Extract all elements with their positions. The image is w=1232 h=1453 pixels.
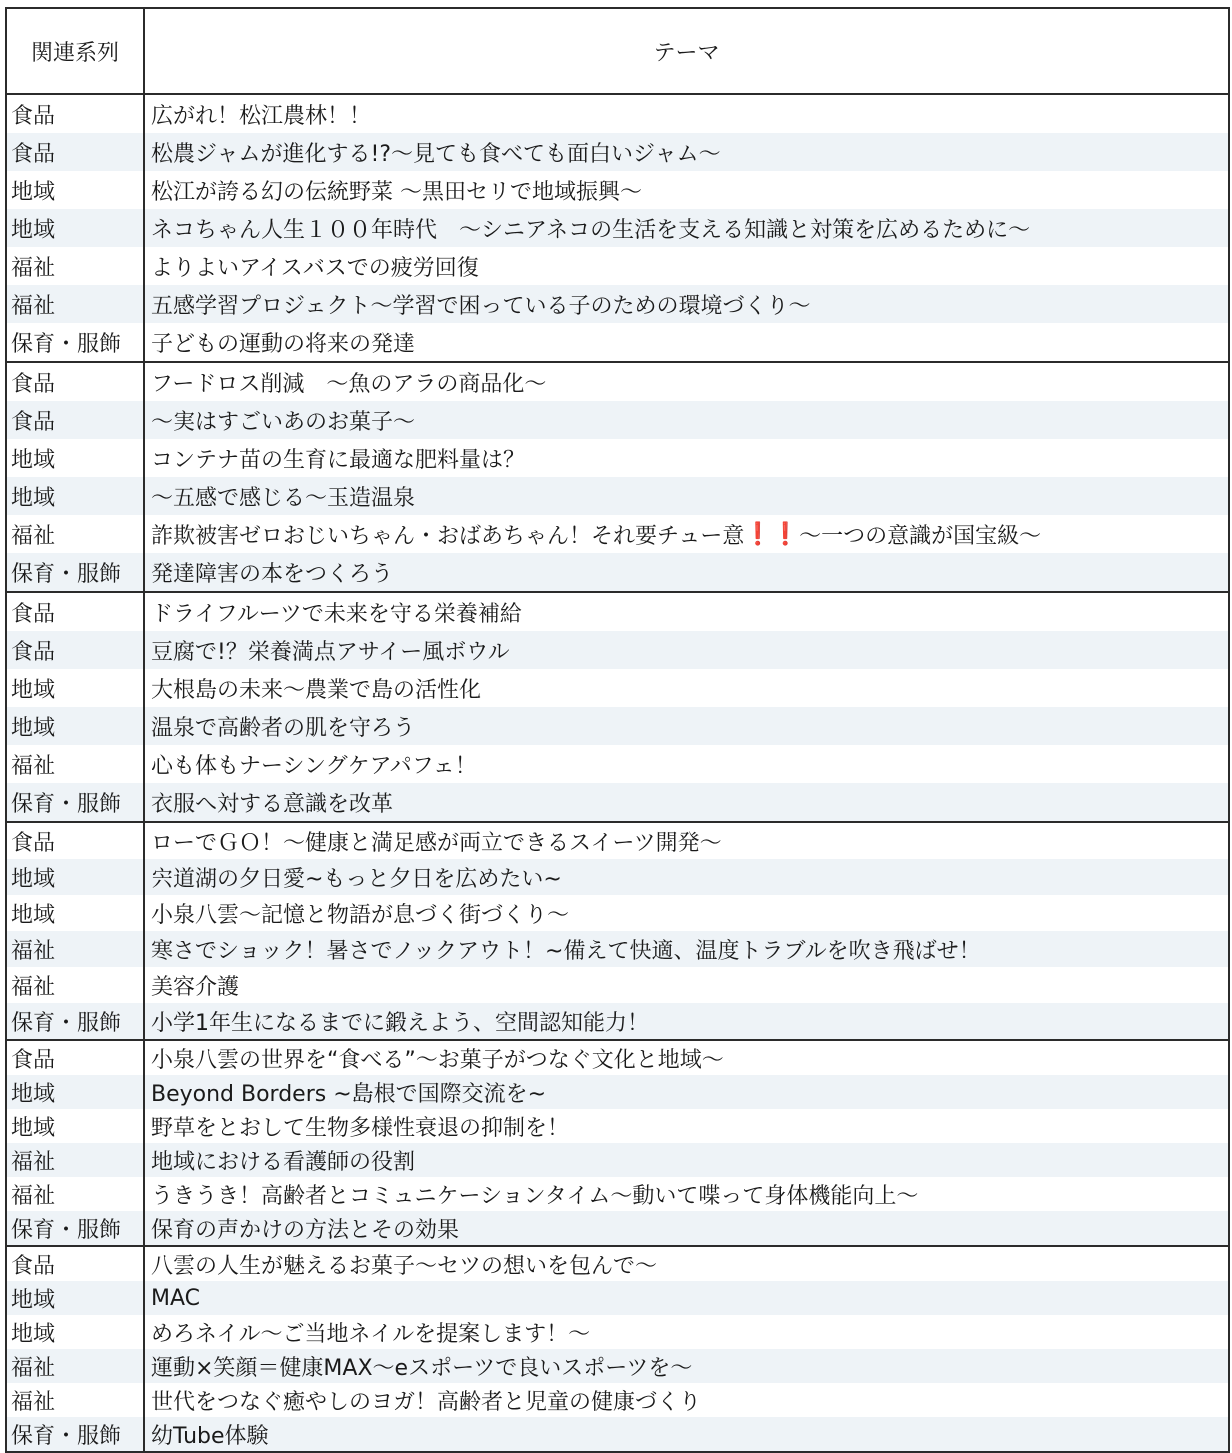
table-row	[7, 477, 1228, 515]
category-cell: 地域	[7, 707, 145, 745]
theme-text: 八雲の人生が魅えるお菓子〜セツの想いを包んで〜	[151, 1253, 658, 1279]
category-cell: 食品	[7, 133, 145, 171]
table-row	[7, 401, 1228, 439]
category-cell: 地域	[7, 1281, 145, 1315]
category-cell: 保育・服飾	[7, 1003, 145, 1039]
theme-text: 運動×笑顔＝健康MAX〜eスポーツで良いスポーツを〜	[151, 1355, 693, 1381]
theme-text: 豆腐で!？栄養満点アサイー風ボウル	[151, 639, 510, 665]
theme-cell	[145, 363, 1228, 401]
theme-cell	[145, 669, 1228, 707]
category-cell: 福祉	[7, 515, 145, 553]
theme-cell	[145, 439, 1228, 477]
theme-text: 野草をとおして生物多様性衰退の抑制を！	[151, 1115, 570, 1141]
table-row	[7, 209, 1228, 247]
category-cell: 地域	[7, 1075, 145, 1109]
table-row	[7, 967, 1228, 1003]
theme-cell	[145, 931, 1228, 967]
theme-cell	[145, 247, 1228, 285]
theme-text: 発達障害の本をつくろう	[151, 561, 394, 587]
table-row	[7, 171, 1228, 209]
table-row	[7, 363, 1228, 401]
table-row	[7, 707, 1228, 745]
table-row	[7, 1383, 1228, 1417]
category-cell: 食品	[7, 823, 145, 859]
table-row	[7, 1177, 1228, 1211]
theme-cell	[145, 783, 1228, 821]
table-row	[7, 931, 1228, 967]
table-group	[7, 1041, 1228, 1247]
table-row	[7, 1143, 1228, 1177]
table-row	[7, 783, 1228, 821]
table-row	[7, 1109, 1228, 1143]
table-row	[7, 247, 1228, 285]
theme-text: 五感学習プロジェクト〜学習で困っている子のための環境づくり〜	[151, 293, 811, 319]
table-row	[7, 95, 1228, 133]
table-row	[7, 823, 1228, 859]
category-cell: 福祉	[7, 1383, 145, 1417]
table-row	[7, 1315, 1228, 1349]
theme-cell	[145, 859, 1228, 895]
category-cell: 地域	[7, 171, 145, 209]
theme-text: 大根島の未来〜農業で島の活性化	[151, 677, 482, 703]
category-cell: 食品	[7, 401, 145, 439]
theme-text: 松農ジャムが進化する!?〜見ても食べても面白いジャム〜	[151, 141, 721, 167]
theme-cell	[145, 1075, 1228, 1109]
table-header-row	[7, 9, 1228, 95]
exclamation-emphasis: ❗❗	[744, 521, 800, 547]
theme-cell	[145, 553, 1228, 591]
table-row	[7, 1417, 1228, 1451]
category-cell: 福祉	[7, 1177, 145, 1211]
category-cell: 地域	[7, 439, 145, 477]
category-cell: 福祉	[7, 967, 145, 1003]
category-cell: 食品	[7, 593, 145, 631]
theme-cell	[145, 707, 1228, 745]
theme-cell	[145, 1109, 1228, 1143]
theme-cell	[145, 1349, 1228, 1383]
table-row	[7, 439, 1228, 477]
category-cell: 地域	[7, 209, 145, 247]
theme-text: 広がれ！松江農林！！	[151, 103, 372, 129]
theme-cell	[145, 1247, 1228, 1281]
theme-text: 美容介護	[151, 974, 240, 1000]
theme-text: よりよいアイスバスでの疲労回復	[151, 255, 479, 281]
category-cell: 地域	[7, 669, 145, 707]
category-cell: 地域	[7, 895, 145, 931]
theme-cell	[145, 631, 1228, 669]
theme-text: 小泉八雲〜記憶と物語が息づく街づくり〜	[151, 902, 570, 928]
theme-text: 宍道湖の夕日愛~もっと夕日を広めたい~	[151, 866, 562, 892]
theme-text: 子どもの運動の将来の発達	[151, 331, 416, 357]
category-cell: 保育・服飾	[7, 1211, 145, 1245]
table-row	[7, 1211, 1228, 1245]
theme-table	[5, 7, 1230, 1453]
category-cell: 保育・服飾	[7, 553, 145, 591]
table-row	[7, 1041, 1228, 1075]
category-cell: 福祉	[7, 1349, 145, 1383]
theme-text: 〜実はすごいあのお菓子〜	[151, 409, 416, 435]
theme-text: 心も体もナーシングケアパフェ！	[151, 753, 477, 779]
table-row	[7, 1003, 1228, 1039]
theme-text: 衣服へ対する意識を改革	[151, 791, 394, 817]
theme-text: 〜五感で感じる〜玉造温泉	[151, 485, 416, 511]
table-row	[7, 515, 1228, 553]
theme-text: ネコちゃん人生１００年時代 〜シニアネコの生活を支える知識と対策を広めるために〜	[151, 217, 1031, 243]
category-cell: 食品	[7, 95, 145, 133]
category-cell: 福祉	[7, 1143, 145, 1177]
theme-cell	[145, 593, 1228, 631]
theme-cell	[145, 1383, 1228, 1417]
theme-text: 寒さでショック！暑さでノックアウト！~備えて快適、温度トラブルを吹き飛ばせ！	[151, 938, 981, 964]
theme-cell	[145, 895, 1228, 931]
table-row	[7, 553, 1228, 591]
theme-text: 松江が誇る幻の伝統野菜 〜黒田セリで地域振興〜	[151, 179, 642, 205]
table-row	[7, 285, 1228, 323]
theme-cell	[145, 515, 1228, 553]
theme-cell	[145, 323, 1228, 361]
theme-text: Beyond Borders ~島根で国際交流を~	[151, 1081, 547, 1107]
category-cell: 地域	[7, 1315, 145, 1349]
table-row	[7, 895, 1228, 931]
theme-cell	[145, 967, 1228, 1003]
theme-text: めろネイル〜ご当地ネイルを提案します！〜	[151, 1321, 591, 1347]
theme-text: ローでＧＯ！〜健康と満足感が両立できるスイーツ開発〜	[151, 830, 722, 856]
theme-cell	[145, 401, 1228, 439]
table-row	[7, 593, 1228, 631]
theme-cell	[145, 209, 1228, 247]
category-cell: 食品	[7, 631, 145, 669]
theme-text: 世代をつなぐ癒やしのヨガ！高齢者と児童の健康づくり	[151, 1389, 702, 1415]
header-category: 関連系列	[7, 9, 145, 93]
table-body	[7, 95, 1228, 1451]
theme-text: 保育の声かけの方法とその効果	[151, 1217, 460, 1243]
theme-cell	[145, 1003, 1228, 1039]
table-row	[7, 669, 1228, 707]
table-row	[7, 745, 1228, 783]
table-row	[7, 133, 1228, 171]
theme-text: 小学1年生になるまでに鍛えよう、空間認知能力！	[151, 1010, 649, 1036]
theme-cell	[145, 95, 1228, 133]
category-cell: 地域	[7, 477, 145, 515]
category-cell: 地域	[7, 1109, 145, 1143]
theme-cell	[145, 1417, 1228, 1451]
theme-cell	[145, 171, 1228, 209]
table-group	[7, 1247, 1228, 1451]
table-group	[7, 363, 1228, 593]
table-row	[7, 1349, 1228, 1383]
category-cell: 地域	[7, 859, 145, 895]
theme-cell	[145, 745, 1228, 783]
table-row	[7, 1281, 1228, 1315]
theme-cell	[145, 1211, 1228, 1245]
theme-text: 詐欺被害ゼロおじいちゃん・おばあちゃん！それ要チュー意	[151, 523, 745, 549]
theme-cell	[145, 823, 1228, 859]
table-row	[7, 631, 1228, 669]
table-row	[7, 323, 1228, 361]
theme-text: 地域における看護師の役割	[151, 1149, 416, 1175]
theme-cell	[145, 1315, 1228, 1349]
theme-cell	[145, 285, 1228, 323]
category-cell: 保育・服飾	[7, 783, 145, 821]
table-group	[7, 95, 1228, 363]
category-cell: 保育・服飾	[7, 1417, 145, 1451]
category-cell: 食品	[7, 1247, 145, 1281]
theme-cell	[145, 1143, 1228, 1177]
table-row	[7, 859, 1228, 895]
table-group	[7, 823, 1228, 1041]
theme-text: 温泉で高齢者の肌を守ろう	[151, 715, 416, 741]
theme-cell	[145, 1041, 1228, 1075]
theme-text: 小泉八雲の世界を“食べる”〜お菓子がつなぐ文化と地域〜	[151, 1047, 724, 1073]
theme-text: ドライフルーツで未来を守る栄養補給	[151, 601, 522, 627]
category-cell: 食品	[7, 1041, 145, 1075]
category-cell: 食品	[7, 363, 145, 401]
theme-cell	[145, 1177, 1228, 1211]
category-cell: 福祉	[7, 931, 145, 967]
category-cell: 保育・服飾	[7, 323, 145, 361]
theme-text: コンテナ苗の生育に最適な肥料量は？	[151, 447, 526, 473]
category-cell: 福祉	[7, 745, 145, 783]
theme-text-continued: 〜一つの意識が国宝級〜	[799, 523, 1042, 549]
table-row	[7, 1247, 1228, 1281]
theme-text: うきうき！高齢者とコミュニケーションタイム〜動いて喋って身体機能向上〜	[151, 1183, 919, 1209]
theme-text: フードロス削減 〜魚のアラの商品化〜	[151, 371, 547, 397]
table-group	[7, 593, 1228, 823]
table-row	[7, 1075, 1228, 1109]
theme-text: 幼Tube体験	[151, 1423, 269, 1449]
theme-text: MAC	[151, 1285, 201, 1311]
category-cell: 福祉	[7, 285, 145, 323]
header-theme: テーマ	[653, 40, 720, 66]
theme-cell	[145, 477, 1228, 515]
theme-cell	[145, 1281, 1228, 1315]
theme-cell	[145, 133, 1228, 171]
category-cell: 福祉	[7, 247, 145, 285]
